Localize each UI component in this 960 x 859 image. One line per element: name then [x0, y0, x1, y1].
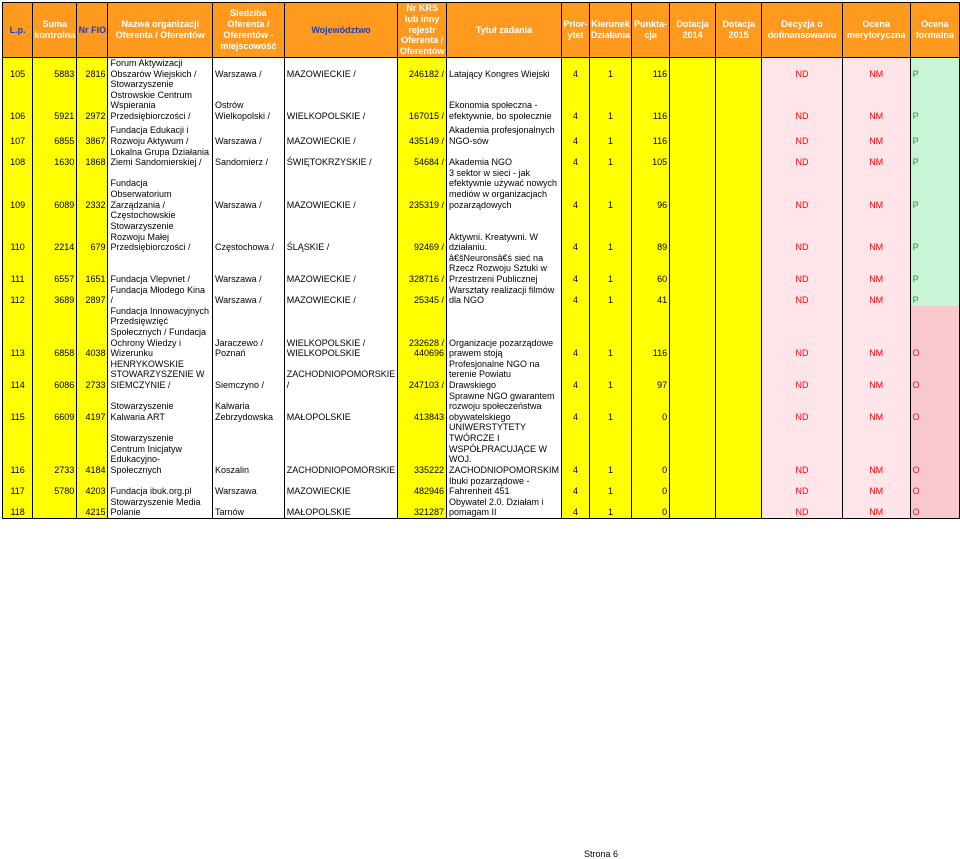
cell-dotacja2014: [670, 391, 716, 423]
cell-merytoryczna: NM: [842, 253, 910, 285]
cell-dotacja2014: [670, 306, 716, 359]
cell-dotacja2014: [670, 359, 716, 391]
cell-formalna: P: [910, 79, 959, 121]
cell-siedziba: Siemczyno /: [212, 359, 284, 391]
cell-krs: 232628 / 440696: [398, 306, 447, 359]
cell-tytul: Aktywni. Kreatywni. W działaniu.: [447, 210, 562, 252]
table-row: [3, 285, 960, 306]
cell-tytul: Warsztaty realizacji filmów dla NGO: [447, 285, 562, 306]
cell-siedziba: Warszawa /: [212, 168, 284, 210]
cell-merytoryczna: NM: [842, 306, 910, 359]
cell-formalna: P: [910, 57, 959, 79]
cell-wojewodztwo: ZACHODNIOPOMORSKIE /: [284, 359, 398, 391]
table-row: [3, 359, 960, 391]
cell-merytoryczna: NM: [842, 122, 910, 147]
cell-priorytet: 4: [562, 79, 590, 121]
cell-wojewodztwo: ŚLĄSKIE /: [284, 210, 398, 252]
cell-siedziba: Warszawa /: [212, 253, 284, 285]
header-krs: Nr KRS lub inny rejestr Oferenta / Oferentów: [398, 3, 447, 58]
cell-punktacja: 116: [632, 79, 670, 121]
header-fio: Nr FIO: [77, 3, 108, 58]
table-row: [3, 391, 960, 423]
cell-siedziba: Sandomierz /: [212, 147, 284, 168]
cell-tytul: UNIWERSTYTETY TWÓRCZE I WSPÓŁPRACUJĄCE W WOJ. ZACHODNIOPOMORSKIM: [447, 422, 562, 475]
cell-nazwa: Fundacja Vlepvnet /: [108, 253, 212, 285]
cell-suma: 1630: [33, 147, 77, 168]
cell-dotacja2014: [670, 57, 716, 79]
cell-nazwa: Fundacja Innowacyjnych Przedsięwzięć Społecznych / Fundacja Ochrony Wiedzy i Wizerunku: [108, 306, 212, 359]
cell-suma: 6557: [33, 253, 77, 285]
cell-kierunek: 1: [590, 79, 632, 121]
cell-kierunek: 1: [590, 168, 632, 210]
table-row: [3, 168, 960, 210]
cell-dotacja2014: [670, 253, 716, 285]
header-merytoryczna: Ocena merytoryczna: [842, 3, 910, 58]
cell-decyzja: ND: [762, 79, 843, 121]
cell-punktacja: 0: [632, 476, 670, 497]
cell-suma: [33, 497, 77, 519]
cell-kierunek: 1: [590, 122, 632, 147]
cell-krs: 25345 /: [398, 285, 447, 306]
header-dotacja2014: Dotacja 2014: [670, 3, 716, 58]
cell-lp: 116: [3, 422, 33, 475]
cell-fio: 2816: [77, 57, 108, 79]
header-decyzja: Decyzja o dofinansowaniu: [762, 3, 843, 58]
applications-table: [2, 2, 960, 519]
cell-tytul: â€šNeuronsâ€ś sieć na Rzecz Rozwoju Sztuki w Przestrzeni Publicznej: [447, 253, 562, 285]
table-row: [3, 147, 960, 168]
cell-merytoryczna: NM: [842, 168, 910, 210]
cell-dotacja2015: [716, 210, 762, 252]
header-kierunek: Kierunek Działania: [590, 3, 632, 58]
cell-merytoryczna: NM: [842, 210, 910, 252]
cell-tytul: Sprawne NGO gwarantem rozwoju społeczeństwa obywatelskiego: [447, 391, 562, 423]
cell-punktacja: 116: [632, 306, 670, 359]
cell-dotacja2014: [670, 168, 716, 210]
cell-fio: 2897: [77, 285, 108, 306]
cell-dotacja2015: [716, 285, 762, 306]
cell-punktacja: 0: [632, 391, 670, 423]
table-body: [3, 57, 960, 518]
cell-decyzja: ND: [762, 359, 843, 391]
cell-formalna: P: [910, 122, 959, 147]
cell-formalna: P: [910, 168, 959, 210]
cell-priorytet: 4: [562, 391, 590, 423]
header-suma: Suma kontrolna: [33, 3, 77, 58]
cell-merytoryczna: NM: [842, 497, 910, 519]
cell-suma: 5780: [33, 476, 77, 497]
cell-lp: 105: [3, 57, 33, 79]
cell-kierunek: 1: [590, 147, 632, 168]
cell-formalna: P: [910, 147, 959, 168]
cell-siedziba: Tarnów: [212, 497, 284, 519]
cell-lp: 109: [3, 168, 33, 210]
cell-nazwa: Stowarzyszenie Centrum Inicjatyw Edukacyjno-Społecznych: [108, 422, 212, 475]
cell-siedziba: Warszawa /: [212, 122, 284, 147]
cell-wojewodztwo: ZACHODNIOPOMORSKIE: [284, 422, 398, 475]
cell-suma: 6855: [33, 122, 77, 147]
cell-dotacja2014: [670, 285, 716, 306]
cell-krs: 435149 /: [398, 122, 447, 147]
cell-dotacja2015: [716, 359, 762, 391]
cell-fio: 4215: [77, 497, 108, 519]
cell-tytul: Akademia NGO: [447, 147, 562, 168]
cell-kierunek: 1: [590, 57, 632, 79]
cell-kierunek: 1: [590, 210, 632, 252]
cell-fio: 2972: [77, 79, 108, 121]
cell-nazwa: Lokalna Grupa Działania Ziemi Sandomierskiej /: [108, 147, 212, 168]
cell-tytul: Obywatel 2.0. Działam i pomagam II: [447, 497, 562, 519]
cell-formalna: P: [910, 285, 959, 306]
cell-formalna: O: [910, 476, 959, 497]
cell-fio: 4184: [77, 422, 108, 475]
cell-dotacja2015: [716, 422, 762, 475]
cell-kierunek: 1: [590, 359, 632, 391]
cell-nazwa: Stowarzyszenie Media Polanie: [108, 497, 212, 519]
table-row: [3, 57, 960, 79]
cell-lp: 106: [3, 79, 33, 121]
cell-merytoryczna: NM: [842, 147, 910, 168]
cell-kierunek: 1: [590, 476, 632, 497]
header-formalna: Ocena formalna: [910, 3, 959, 58]
header-tytul: Tytuł zadania: [447, 3, 562, 58]
cell-dotacja2014: [670, 497, 716, 519]
cell-punktacja: 0: [632, 497, 670, 519]
cell-dotacja2014: [670, 210, 716, 252]
cell-dotacja2014: [670, 79, 716, 121]
cell-kierunek: 1: [590, 391, 632, 423]
cell-lp: 112: [3, 285, 33, 306]
cell-suma: 3689: [33, 285, 77, 306]
cell-suma: 6089: [33, 168, 77, 210]
cell-decyzja: ND: [762, 476, 843, 497]
cell-dotacja2015: [716, 79, 762, 121]
cell-punktacja: 96: [632, 168, 670, 210]
cell-fio: 2733: [77, 359, 108, 391]
cell-kierunek: 1: [590, 497, 632, 519]
cell-merytoryczna: NM: [842, 476, 910, 497]
cell-decyzja: ND: [762, 57, 843, 79]
cell-punktacja: 97: [632, 359, 670, 391]
cell-lp: 110: [3, 210, 33, 252]
cell-nazwa: Forum Aktywizacji Obszarów Wiejskich /: [108, 57, 212, 79]
cell-fio: 679: [77, 210, 108, 252]
header-siedziba: Siedziba Oferenta / Oferentów - miejscowość: [212, 3, 284, 58]
cell-krs: 328716 /: [398, 253, 447, 285]
cell-siedziba: Warszawa /: [212, 285, 284, 306]
cell-punktacja: 116: [632, 57, 670, 79]
cell-formalna: P: [910, 253, 959, 285]
header-wojewodztwo: Województwo: [284, 3, 398, 58]
cell-wojewodztwo: WIELKOPOLSKIE /: [284, 79, 398, 121]
header-punktacja: Punkta-cja: [632, 3, 670, 58]
cell-merytoryczna: NM: [842, 359, 910, 391]
cell-krs: 482946: [398, 476, 447, 497]
cell-priorytet: 4: [562, 147, 590, 168]
header-dotacja2015: Dotacja 2015: [716, 3, 762, 58]
cell-punktacja: 0: [632, 422, 670, 475]
cell-nazwa: Fundacja Młodego Kina /: [108, 285, 212, 306]
cell-krs: 321287: [398, 497, 447, 519]
cell-tytul: Akademia profesjonalnych NGO-sów: [447, 122, 562, 147]
cell-krs: 247103 /: [398, 359, 447, 391]
cell-fio: 1651: [77, 253, 108, 285]
cell-priorytet: 4: [562, 359, 590, 391]
cell-priorytet: 4: [562, 476, 590, 497]
cell-lp: 113: [3, 306, 33, 359]
cell-siedziba: Warszawa /: [212, 57, 284, 79]
table-row: [3, 306, 960, 359]
cell-tytul: Latający Kongres Wiejski: [447, 57, 562, 79]
cell-siedziba: Ostrów Wielkopolski /: [212, 79, 284, 121]
cell-dotacja2014: [670, 122, 716, 147]
cell-priorytet: 4: [562, 285, 590, 306]
cell-priorytet: 4: [562, 422, 590, 475]
cell-priorytet: 4: [562, 253, 590, 285]
cell-wojewodztwo: WIELKOPOLSKIE / WIELKOPOLSKIE: [284, 306, 398, 359]
cell-fio: 4203: [77, 476, 108, 497]
cell-nazwa: Stowarzyszenie Ostrowskie Centrum Wspierania Przedsiębiorczości /: [108, 79, 212, 121]
cell-priorytet: 4: [562, 306, 590, 359]
cell-dotacja2015: [716, 253, 762, 285]
cell-lp: 108: [3, 147, 33, 168]
cell-priorytet: 4: [562, 210, 590, 252]
cell-tytul: Ekonomia społeczna - efektywnie, bo społecznie: [447, 79, 562, 121]
cell-suma: 6609: [33, 391, 77, 423]
header-nazwa: Nazwa organizacji Oferenta / Oferentów: [108, 3, 212, 58]
cell-decyzja: ND: [762, 422, 843, 475]
cell-dotacja2014: [670, 476, 716, 497]
cell-fio: 3867: [77, 122, 108, 147]
header-row: [3, 3, 960, 58]
cell-nazwa: Fundacja Edukacji i Rozwoju Aktywum /: [108, 122, 212, 147]
cell-priorytet: 4: [562, 168, 590, 210]
cell-krs: 246182 /: [398, 57, 447, 79]
cell-kierunek: 1: [590, 253, 632, 285]
cell-nazwa: Fundacja Obserwatorium Zarządzania /: [108, 168, 212, 210]
cell-tytul: Profesjonalne NGO na terenie Powiatu Drawskiego: [447, 359, 562, 391]
cell-formalna: O: [910, 497, 959, 519]
cell-merytoryczna: NM: [842, 57, 910, 79]
cell-fio: 4038: [77, 306, 108, 359]
cell-siedziba: Warszawa: [212, 476, 284, 497]
cell-suma: 5883: [33, 57, 77, 79]
cell-tytul: Organizacje pozarządowe prawem stoją: [447, 306, 562, 359]
cell-fio: 2332: [77, 168, 108, 210]
cell-nazwa: HENRYKOWSKIE STOWARZYSZENIE W SIEMCZYNIE /: [108, 359, 212, 391]
cell-kierunek: 1: [590, 285, 632, 306]
cell-merytoryczna: NM: [842, 79, 910, 121]
cell-krs: 54684 /: [398, 147, 447, 168]
table-row: [3, 122, 960, 147]
table-row: [3, 210, 960, 252]
cell-decyzja: ND: [762, 210, 843, 252]
cell-fio: 1868: [77, 147, 108, 168]
cell-punktacja: 60: [632, 253, 670, 285]
cell-dotacja2015: [716, 168, 762, 210]
cell-wojewodztwo: MAZOWIECKIE /: [284, 168, 398, 210]
cell-wojewodztwo: MAZOWIECKIE /: [284, 285, 398, 306]
cell-siedziba: Jaraczewo / Poznań: [212, 306, 284, 359]
cell-priorytet: 4: [562, 57, 590, 79]
cell-dotacja2015: [716, 306, 762, 359]
table-row: [3, 253, 960, 285]
cell-suma: 2733: [33, 422, 77, 475]
cell-tytul: Ibuki pozarządowe - Fahrenheit 451: [447, 476, 562, 497]
cell-suma: 5921: [33, 79, 77, 121]
cell-lp: 118: [3, 497, 33, 519]
cell-dotacja2015: [716, 497, 762, 519]
cell-dotacja2014: [670, 422, 716, 475]
cell-kierunek: 1: [590, 422, 632, 475]
cell-decyzja: ND: [762, 253, 843, 285]
cell-lp: 114: [3, 359, 33, 391]
cell-decyzja: ND: [762, 306, 843, 359]
cell-krs: 413843: [398, 391, 447, 423]
cell-krs: 167015 /: [398, 79, 447, 121]
cell-suma: 2214: [33, 210, 77, 252]
cell-formalna: O: [910, 391, 959, 423]
cell-merytoryczna: NM: [842, 391, 910, 423]
cell-kierunek: 1: [590, 306, 632, 359]
cell-priorytet: 4: [562, 497, 590, 519]
cell-wojewodztwo: MAŁOPOLSKIE: [284, 497, 398, 519]
cell-decyzja: ND: [762, 285, 843, 306]
cell-dotacja2015: [716, 147, 762, 168]
table-row: [3, 476, 960, 497]
cell-wojewodztwo: ŚWIĘTOKRZYSKIE /: [284, 147, 398, 168]
cell-punktacja: 41: [632, 285, 670, 306]
cell-nazwa: Częstochowskie Stowarzyszenie Rozwoju Małej Przedsiębiorczości /: [108, 210, 212, 252]
header-priorytet: Prior-ytet: [562, 3, 590, 58]
cell-krs: 335222: [398, 422, 447, 475]
cell-nazwa: Fundacja ibuk.org.pl: [108, 476, 212, 497]
cell-lp: 117: [3, 476, 33, 497]
cell-lp: 115: [3, 391, 33, 423]
cell-siedziba: Koszalin: [212, 422, 284, 475]
cell-siedziba: Kalwaria Zebrzydowska: [212, 391, 284, 423]
cell-formalna: O: [910, 306, 959, 359]
cell-decyzja: ND: [762, 391, 843, 423]
cell-siedziba: Częstochowa /: [212, 210, 284, 252]
cell-wojewodztwo: MAZOWIECKIE /: [284, 253, 398, 285]
cell-decyzja: ND: [762, 168, 843, 210]
cell-punktacja: 116: [632, 122, 670, 147]
cell-nazwa: Stowarzyszenie Kalwaria ART: [108, 391, 212, 423]
header-lp: L.p.: [3, 3, 33, 58]
cell-dotacja2014: [670, 147, 716, 168]
page-number: Strona 6: [584, 849, 619, 859]
cell-suma: 6858: [33, 306, 77, 359]
table-row: [3, 79, 960, 121]
cell-formalna: P: [910, 210, 959, 252]
cell-decyzja: ND: [762, 497, 843, 519]
cell-lp: 111: [3, 253, 33, 285]
cell-dotacja2015: [716, 391, 762, 423]
cell-wojewodztwo: MAŁOPOLSKIE: [284, 391, 398, 423]
cell-dotacja2015: [716, 476, 762, 497]
cell-decyzja: ND: [762, 147, 843, 168]
cell-priorytet: 4: [562, 122, 590, 147]
cell-formalna: O: [910, 359, 959, 391]
table-row: [3, 497, 960, 519]
cell-lp: 107: [3, 122, 33, 147]
cell-dotacja2015: [716, 122, 762, 147]
cell-suma: 6086: [33, 359, 77, 391]
cell-merytoryczna: NM: [842, 422, 910, 475]
cell-decyzja: ND: [762, 122, 843, 147]
cell-krs: 235319 /: [398, 168, 447, 210]
cell-dotacja2015: [716, 57, 762, 79]
cell-krs: 92469 /: [398, 210, 447, 252]
cell-punktacja: 105: [632, 147, 670, 168]
cell-merytoryczna: NM: [842, 285, 910, 306]
cell-fio: 4197: [77, 391, 108, 423]
cell-formalna: O: [910, 422, 959, 475]
cell-punktacja: 89: [632, 210, 670, 252]
cell-wojewodztwo: MAZOWIECKIE /: [284, 57, 398, 79]
table-row: [3, 422, 960, 475]
cell-tytul: 3 sektor w sieci - jak efektywnie używać nowych mediów w organizacjach pozarządowych: [447, 168, 562, 210]
cell-wojewodztwo: MAZOWIECKIE /: [284, 122, 398, 147]
cell-wojewodztwo: MAZOWIECKIE: [284, 476, 398, 497]
